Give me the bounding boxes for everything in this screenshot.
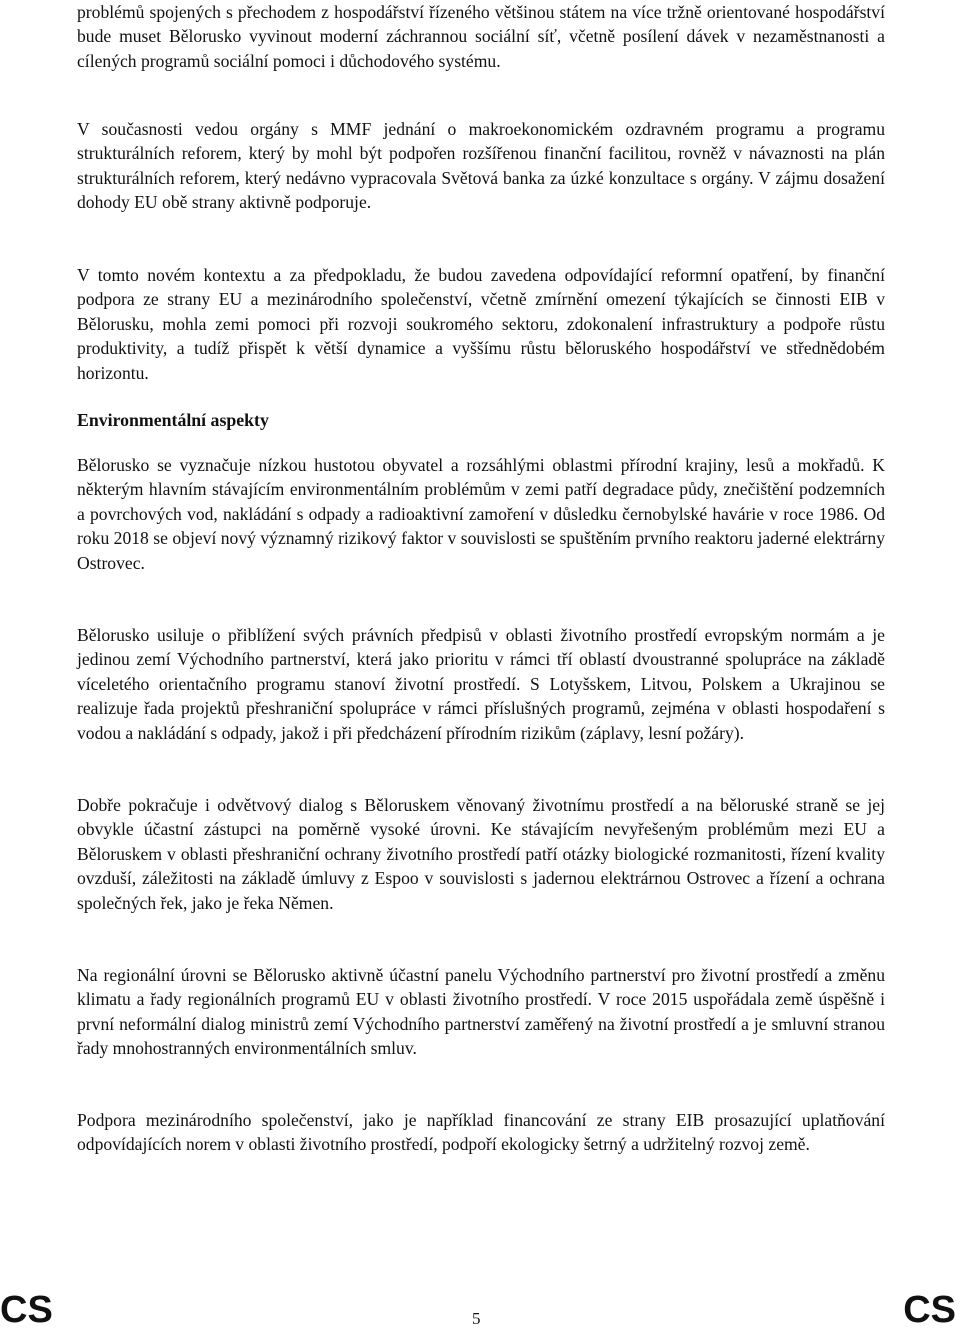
paragraph-legal-approximation: Bělorusko usiluje o přiblížení svých právních předpisů v oblasti životního prostředí evropským normám a je jedinou zemí Východního partnerství, která jako prioritu v rámci tří oblastí dvoustranné spolupráce na základě víceletého orientačního programu stanoví životní prostředí. S Lotyšskem, Litvou, Polskem a Ukrajinou se realizuje řada projektů přeshraniční spolupráce v rámci příslušných programů, zejména v oblasti hospodaření s vodou a nakládání s odpady, jakož i při předcházení přírodním rizikům (záplavy, lesní požáry). — [77, 625, 885, 743]
paragraph-imf-negotiations: V současnosti vedou orgány s MMF jednání o makroekonomickém ozdravném programu a programu strukturálních reforem, který by mohl být podpořen rozšířenou finanční facilitou, rovněž v návaznosti na plán strukturálních reforem, který nedávno vypracovala Světová banka za úzké konzultace s orgány. V zájmu dosažení dohody EU obě strany aktivně podporuje. — [77, 119, 885, 213]
paragraph-social-safety-net: problémů spojených s přechodem z hospodářství řízeného většinou státem na více tržně orientované hospodářství bude muset Bělorusko vyvinout moderní záchrannou sociální síť, včetně posílení dávek v nezaměstnanosti a cílených programů sociální pomoci i důchodového systému. — [77, 2, 885, 71]
footer-language-code-right: CS — [903, 1289, 956, 1331]
paragraph-international-support: Podpora mezinárodního společenství, jako je například financování ze strany EIB prosazující uplatňování odpovídajících norem v oblasti životního prostředí, podpoří ekologicky šetrný a udržitelný rozvoj země. — [77, 1110, 885, 1155]
page-number: 5 — [472, 1309, 481, 1328]
paragraph-regional-level: Na regionální úrovni se Bělorusko aktivně účastní panelu Východního partnerství pro životní prostředí a změnu klimatu a řady regionálních programů EU v oblasti životního prostředí. V roce 2015 uspořádala země úspěšně i první neformální dialog ministrů zemí Východního partnerství zaměřený na životní prostředí a je smluvní stranou řady mnohostranných environmentálních smluv. — [77, 965, 885, 1059]
section-heading-environment: Environmentální aspekty — [77, 410, 269, 430]
paragraph-environment-overview: Bělorusko se vyznačuje nízkou hustotou obyvatel a rozsáhlými oblastmi přírodní krajiny, lesů a mokřadů. K některým hlavním stávajícím environmentálním problémům v zemi patří degradace půdy, znečištění podzemních a povrchových vod, nakládání s odpady a radioaktivní zamoření v důsledku černobylské havárie v roce 1986. Od roku 2018 se objeví nový významný rizikový faktor v souvislosti se spuštěním prvního reaktoru jaderné elektrárny Ostrovec. — [77, 455, 885, 573]
footer-language-code-left: CS — [0, 1289, 53, 1331]
paragraph-financial-support: V tomto novém kontextu a za předpokladu, že budou zavedena odpovídající reformní opatření, by finanční podpora ze strany EU a mezinárodního společenství, včetně zmírnění omezení týkajících se činnosti EIB v Bělorusku, mohla zemi pomoci při rozvoji soukromého sektoru, zdokonalení infrastruktury a podpoře růstu produktivity, a tudíž přispět k větší dynamice a vyššímu růstu běloruského hospodářství ve střednědobém horizontu. — [77, 265, 885, 383]
paragraph-sectoral-dialogue: Dobře pokračuje i odvětvový dialog s Běloruskem věnovaný životnímu prostředí a na běloruské straně se jej obvykle účastní zástupci na poměrně vysoké úrovni. Ke stávajícím nevyřešeným problémům mezi EU a Běloruskem v oblasti přeshraniční ochrany životního prostředí patří otázky biologické rozmanitosti, řízení kvality ovzduší, záležitosti na základě úmluvy z Espoo v souvislosti s jadernou elektrárnou Ostrovec a řízení a ochrana společných řek, jako je řeka Němen. — [77, 795, 885, 913]
